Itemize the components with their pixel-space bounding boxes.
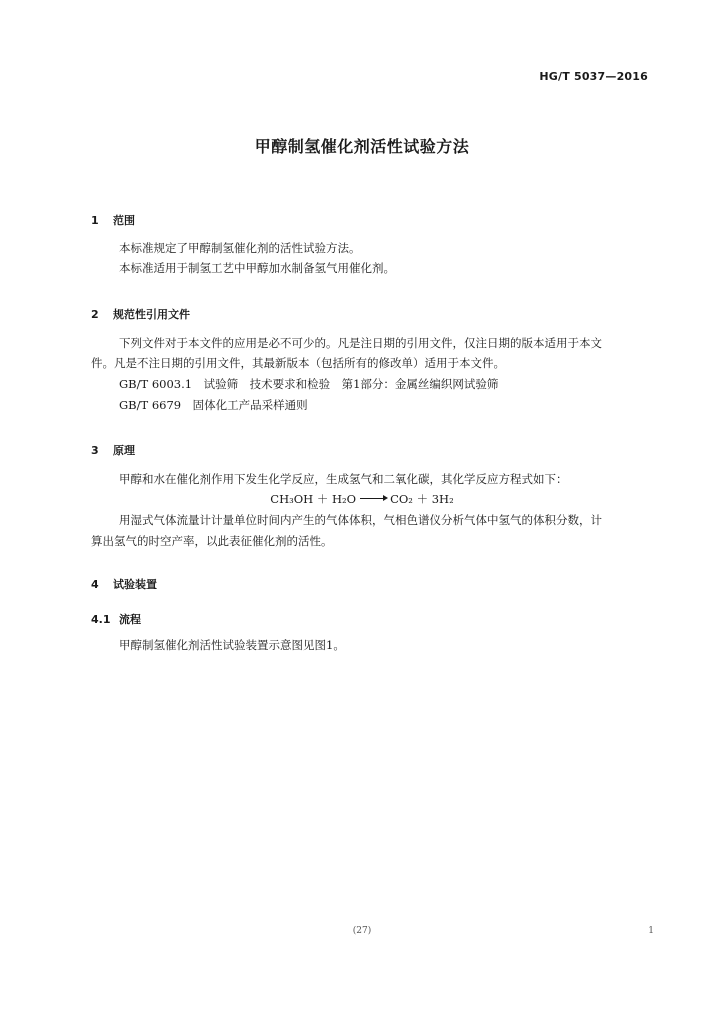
section-title: 流程 (119, 613, 141, 626)
section-title: 原理 (113, 444, 135, 457)
paragraph-continuation: 件。凡是不注日期的引用文件，其最新版本（包括所有的修改单）适用于本文件。 (91, 356, 505, 370)
standard-code: HG/T 5037—2016 (539, 70, 648, 83)
paragraph: 下列文件对于本文件的应用是必不可少的。凡是注日期的引用文件，仅注日期的版本适用于本文 (119, 336, 602, 350)
section-2-heading (91, 306, 190, 322)
equation-products: CO₂ ＋ 3H₂ (390, 492, 454, 506)
paragraph: 甲醇制氢催化剂活性试验装置示意图见图1。 (119, 638, 345, 652)
section-4-heading (91, 576, 157, 592)
paragraph-continuation: 算出氢气的时空产率，以此表征催化剂的活性。 (91, 534, 333, 548)
section-number: 4 (91, 578, 99, 591)
section-1-heading (91, 212, 135, 228)
document-title: 甲醇制氢催化剂活性试验方法 (254, 137, 470, 156)
section-number: 3 (91, 444, 99, 457)
paragraph: 甲醇和水在催化剂作用下发生化学反应，生成氢气和二氧化碳，其化学反应方程式如下： (119, 472, 568, 486)
section-4-1-heading (91, 611, 141, 627)
page-number: (27) (352, 926, 372, 936)
section-title: 规范性引用文件 (113, 308, 190, 321)
section-number: 2 (91, 308, 99, 321)
section-number: 4.1 (91, 613, 111, 626)
reference-item: GB/T 6003.1 试验筛 技术要求和检验 第1部分：金属丝编织网试验筛 (119, 377, 499, 391)
paragraph: 本标准规定了甲醇制氢催化剂的活性试验方法。 (119, 241, 361, 255)
reference-item: GB/T 6679 固体化工产品采样通则 (119, 398, 308, 412)
equation-reactants: CH₃OH ＋ H₂O (270, 492, 357, 506)
chemical-equation (0, 491, 724, 507)
reaction-arrow-icon (360, 498, 386, 499)
page-mark: 1 (648, 926, 654, 936)
paragraph: 本标准适用于制氢工艺中甲醇加水制备氢气用催化剂。 (119, 261, 395, 275)
section-title: 试验装置 (113, 578, 157, 591)
section-3-heading (91, 442, 135, 458)
paragraph: 用湿式气体流量计计量单位时间内产生的气体体积，气相色谱仪分析气体中氢气的体积分数，计 (119, 513, 602, 527)
section-number: 1 (91, 214, 99, 227)
section-title: 范围 (113, 214, 135, 227)
